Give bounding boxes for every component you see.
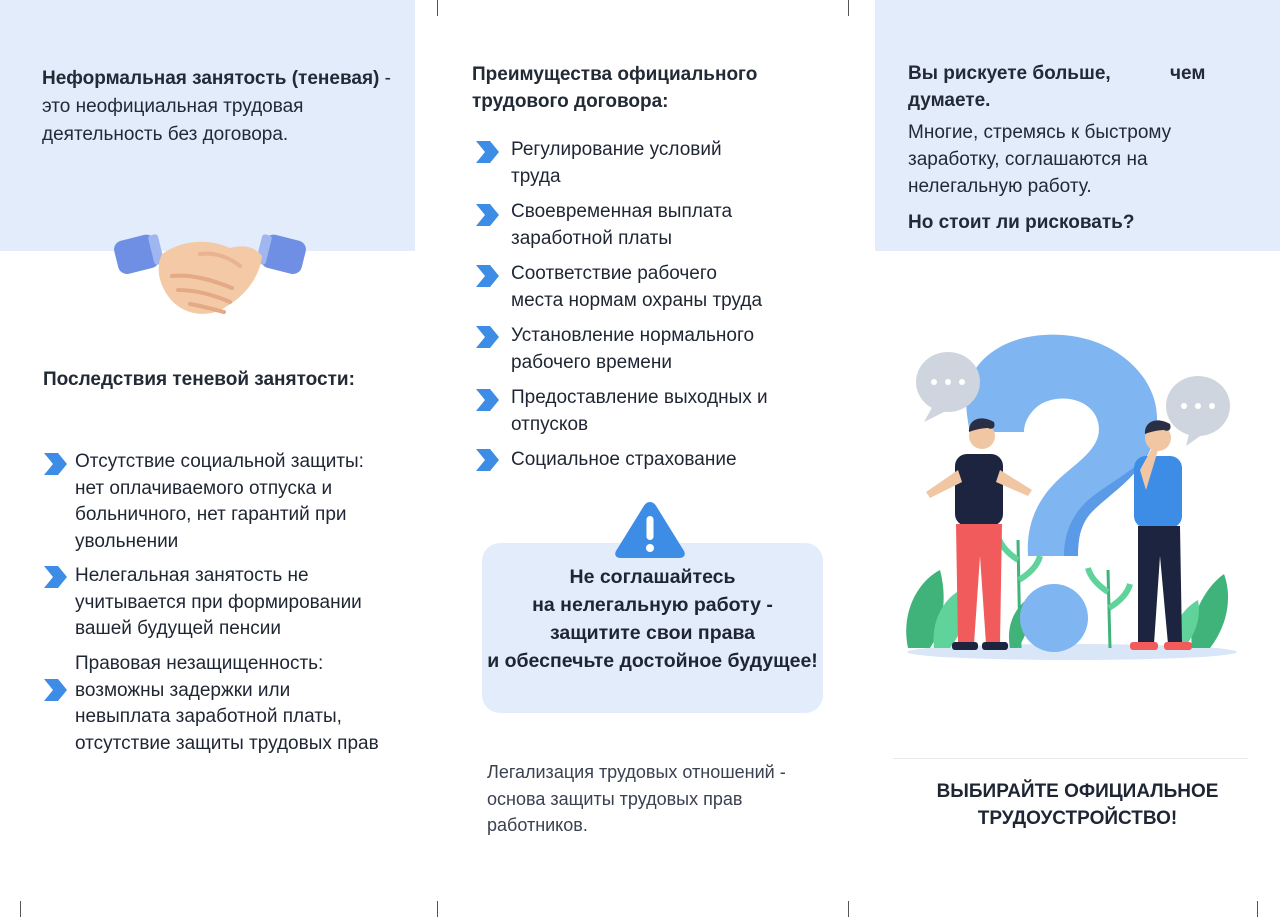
list-item-line: возможны задержки или <box>75 679 291 701</box>
definition-line1 <box>42 65 391 92</box>
warning-line: и обеспечьте достойное будущее! <box>487 650 818 672</box>
final-line: ТРУДОУСТРОЙСТВО! <box>977 808 1178 829</box>
list-item-line: рабочего времени <box>511 351 672 373</box>
list-item-line: труда <box>511 165 561 187</box>
list-item-line: места нормам охраны труда <box>511 289 763 311</box>
list-item-line: Правовая незащищенность: <box>75 653 324 674</box>
list-item-line: заработной платы <box>511 227 672 249</box>
list-item-line: нет оплачиваемого отпуска и <box>75 477 333 499</box>
list-item-line: увольнении <box>75 530 179 552</box>
risk-body-line: Многие, стремясь к быстрому <box>908 122 1172 143</box>
chevron-right-icon <box>474 202 500 228</box>
risk-heading-line2: думаете. <box>908 90 991 111</box>
handshake-icon <box>112 218 308 324</box>
warning-line: на нелегальную работу - <box>532 594 773 616</box>
warning-line: Не соглашайтесь <box>569 566 736 588</box>
warning-text <box>474 563 831 675</box>
footer-line: работников. <box>487 815 588 835</box>
list-item-line: Установление нормального <box>511 325 755 346</box>
list-item-line: учитывается при формировании <box>75 591 362 613</box>
list-item-line: отсутствие защиты трудовых прав <box>75 732 379 754</box>
chevron-right-icon <box>42 564 68 590</box>
crop-mark <box>437 901 438 917</box>
crop-mark <box>20 901 21 917</box>
crop-mark <box>848 901 849 917</box>
chevron-right-icon <box>474 447 500 473</box>
chevron-right-icon <box>42 677 68 703</box>
risk-body-line: заработку, соглашаются на <box>908 149 1148 170</box>
list-item-line: вашей будущей пенсии <box>75 618 282 639</box>
list-item-line: больничного, нет гарантий при <box>75 504 347 525</box>
consequences-heading: Последствия теневой занятости: <box>43 369 355 390</box>
crop-mark <box>848 0 849 16</box>
chevron-right-icon <box>474 387 500 413</box>
chevron-right-icon <box>42 451 68 477</box>
list-item-line: отпусков <box>511 413 589 435</box>
final-line: ВЫБИРАЙТЕ ОФИЦИАЛЬНОЕ <box>936 781 1219 802</box>
risk-heading-part2: чем <box>1170 63 1206 84</box>
chevron-right-icon <box>474 324 500 350</box>
list-item-line: Своевременная выплата <box>511 201 733 222</box>
list-item-line: Нелегальная занятость не <box>75 565 309 586</box>
list-item-line: Предоставление выходных и <box>511 387 768 408</box>
definition-dash: - <box>379 68 391 89</box>
crop-mark <box>1257 901 1258 917</box>
definition-line3: деятельность без договора. <box>42 124 289 145</box>
list-item-line: невыплата заработной платы, <box>75 706 342 727</box>
chevron-right-icon <box>474 139 500 165</box>
benefits-heading-line1: Преимущества официального <box>472 64 758 85</box>
list-item-line: Регулирование условий <box>511 139 722 160</box>
definition-line2: это неофициальная трудовая <box>42 96 304 117</box>
list-item-line: Отсутствие социальной защиты: <box>75 451 364 472</box>
list-item-line: Социальное страхование <box>511 449 737 470</box>
risk-heading-part1: Вы рискуете больше, <box>908 63 1111 84</box>
benefits-heading-line2: трудового договора: <box>472 91 669 112</box>
warning-line: защитите свои права <box>549 622 756 644</box>
final-call-to-action <box>900 778 1255 832</box>
footer-line: Легализация трудовых отношений - <box>487 762 786 782</box>
question-mark-illustration <box>900 330 1245 670</box>
risk-body-line: нелегальную работу. <box>908 176 1092 197</box>
footer-line: основа защиты трудовых прав <box>487 788 743 809</box>
list-item-line: Соответствие рабочего <box>511 263 717 284</box>
warning-triangle-icon <box>612 499 688 559</box>
divider <box>893 758 1248 759</box>
crop-mark <box>437 0 438 16</box>
risk-question: Но стоит ли рисковать? <box>908 212 1135 233</box>
chevron-right-icon <box>474 263 500 289</box>
definition-term: Неформальная занятость (теневая) <box>42 68 380 89</box>
